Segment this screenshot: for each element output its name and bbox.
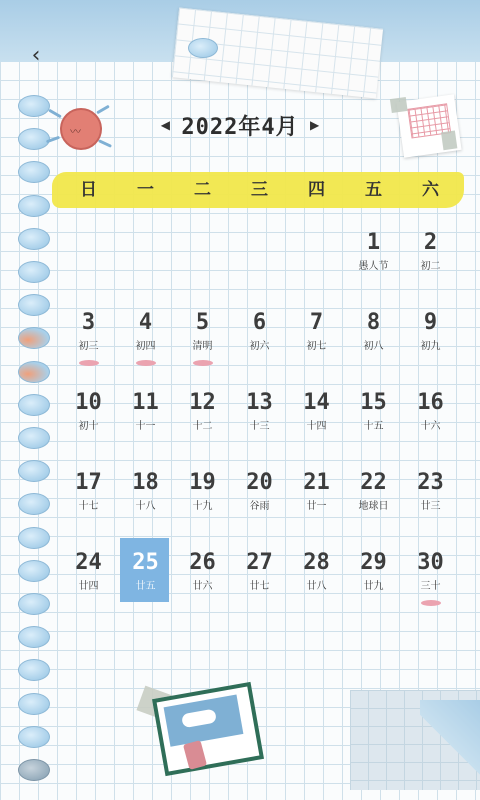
- lunar-label: 十三: [249, 421, 270, 432]
- spiral-ring: [18, 493, 50, 515]
- lunar-label: 初三: [78, 341, 99, 352]
- day-number: 20: [246, 470, 273, 495]
- lunar-label: [60, 260, 117, 274]
- month-header: [140, 110, 340, 140]
- day-cell[interactable]: [345, 548, 402, 628]
- event-mark: [193, 360, 213, 366]
- day-cell[interactable]: [60, 308, 117, 388]
- day-number: 13: [246, 390, 273, 415]
- lunar-label: [174, 260, 231, 274]
- lunar-label: 初十: [78, 421, 99, 432]
- day-number: 9: [423, 310, 438, 335]
- empty-day-cell: [174, 228, 231, 308]
- spiral-ring: [18, 427, 50, 449]
- spiral-ring: [18, 626, 50, 648]
- day-cell[interactable]: [288, 548, 345, 628]
- day-cell[interactable]: [117, 548, 174, 628]
- lunar-label: 愚人节: [358, 261, 389, 272]
- day-cell[interactable]: [231, 468, 288, 548]
- day-number: [231, 230, 288, 256]
- day-number: 14: [303, 390, 330, 415]
- day-cell[interactable]: [117, 388, 174, 468]
- event-mark: [421, 600, 441, 606]
- lunar-label: 十五: [363, 421, 384, 432]
- day-number: 7: [309, 310, 324, 335]
- day-cell[interactable]: [345, 388, 402, 468]
- lunar-label: 十八: [135, 501, 156, 512]
- event-mark: [79, 360, 99, 366]
- day-number: [60, 230, 117, 256]
- lunar-label: 初六: [249, 341, 270, 352]
- spiral-ring: [18, 527, 50, 549]
- day-number: 5: [195, 310, 210, 335]
- photo-sticker-icon: [152, 682, 264, 776]
- weekday-label: 三: [251, 180, 268, 200]
- lunar-label: 初四: [135, 341, 156, 352]
- spiral-ring: [18, 759, 50, 781]
- day-number: 28: [303, 550, 330, 575]
- day-cell[interactable]: [402, 388, 459, 468]
- weekday-label: 二: [194, 180, 211, 200]
- page-fold-decoration: [420, 700, 480, 790]
- spiral-ring: [18, 659, 50, 681]
- day-number: [174, 230, 231, 256]
- lunar-label: 初七: [306, 341, 327, 352]
- lunar-label: 廿三: [420, 501, 441, 512]
- spiral-ring: [18, 195, 50, 217]
- empty-day-cell: [288, 228, 345, 308]
- lunar-label: [288, 260, 345, 274]
- day-number: 15: [360, 390, 387, 415]
- back-button[interactable]: ‹: [31, 43, 41, 68]
- spiral-ring: [18, 228, 50, 250]
- event-mark: [136, 360, 156, 366]
- spiral-ring: [18, 261, 50, 283]
- weekday-row: [60, 176, 458, 204]
- day-number: [288, 230, 345, 256]
- day-cell[interactable]: [117, 308, 174, 388]
- day-number: 21: [303, 470, 330, 495]
- day-number: 22: [360, 470, 387, 495]
- day-cell[interactable]: [402, 548, 459, 628]
- day-number: 1: [366, 230, 381, 255]
- day-cell[interactable]: [231, 308, 288, 388]
- day-number: 26: [189, 550, 216, 575]
- lunar-label: 廿八: [306, 581, 327, 592]
- day-cell[interactable]: [345, 308, 402, 388]
- weekday-label: 一: [137, 180, 154, 200]
- weekday-label: 日: [80, 180, 97, 200]
- day-number: 24: [75, 550, 102, 575]
- lunar-label: 清明: [192, 341, 213, 352]
- lunar-label: [231, 260, 288, 274]
- day-number: 4: [138, 310, 153, 335]
- spiral-ring: [18, 693, 50, 715]
- top-hole-decoration: [188, 38, 218, 58]
- day-cell[interactable]: [402, 228, 459, 308]
- lunar-label: 初八: [363, 341, 384, 352]
- day-cell[interactable]: [231, 388, 288, 468]
- day-cell[interactable]: [60, 548, 117, 628]
- empty-day-cell: [117, 228, 174, 308]
- month-title: 2022年4月: [181, 114, 299, 140]
- day-number: 11: [132, 390, 159, 415]
- day-number: 2: [423, 230, 438, 255]
- spiral-ring: [18, 726, 50, 748]
- day-cell[interactable]: [174, 468, 231, 548]
- day-cell[interactable]: [345, 228, 402, 308]
- lunar-label: 十四: [306, 421, 327, 432]
- mustache-stamp-icon: 〰: [58, 106, 102, 150]
- spiral-ring: [18, 95, 50, 117]
- lunar-label: 廿七: [249, 581, 270, 592]
- spiral-ring: [18, 361, 50, 383]
- lunar-label: 谷雨: [249, 501, 270, 512]
- day-number: 16: [417, 390, 444, 415]
- day-number: 23: [417, 470, 444, 495]
- empty-day-cell: [231, 228, 288, 308]
- day-number: 25: [132, 550, 159, 575]
- lunar-label: 廿五: [135, 581, 156, 592]
- spiral-ring: [18, 394, 50, 416]
- day-cell[interactable]: [60, 468, 117, 548]
- spiral-ring: [18, 128, 50, 150]
- spiral-ring: [18, 593, 50, 615]
- spiral-ring: [18, 327, 50, 349]
- lunar-label: 十七: [78, 501, 99, 512]
- day-number: 17: [75, 470, 102, 495]
- day-number: 6: [252, 310, 267, 335]
- lunar-label: 十六: [420, 421, 441, 432]
- day-cell[interactable]: [60, 388, 117, 468]
- day-number: 18: [132, 470, 159, 495]
- day-number: [117, 230, 174, 256]
- prev-month-button[interactable]: ◀: [160, 118, 170, 132]
- day-cell[interactable]: [402, 468, 459, 548]
- spiral-ring: [18, 294, 50, 316]
- day-cell[interactable]: [402, 308, 459, 388]
- lunar-label: 廿一: [306, 501, 327, 512]
- lunar-label: 三十: [420, 581, 441, 592]
- day-number: 19: [189, 470, 216, 495]
- weekday-label: 四: [308, 180, 325, 200]
- lunar-label: 初二: [420, 261, 441, 272]
- day-grid: [60, 228, 459, 628]
- lunar-label: 初九: [420, 341, 441, 352]
- day-number: 30: [417, 550, 444, 575]
- lunar-label: 廿九: [363, 581, 384, 592]
- spiral-ring: [18, 560, 50, 582]
- lunar-label: 十九: [192, 501, 213, 512]
- lunar-label: 地球日: [358, 501, 389, 512]
- spiral-ring: [18, 460, 50, 482]
- weekday-label: 五: [365, 180, 382, 200]
- day-cell[interactable]: [174, 548, 231, 628]
- day-number: 27: [246, 550, 273, 575]
- day-cell[interactable]: [117, 468, 174, 548]
- spiral-ring: [18, 161, 50, 183]
- day-cell[interactable]: [345, 468, 402, 548]
- empty-day-cell: [60, 228, 117, 308]
- day-number: 12: [189, 390, 216, 415]
- day-cell[interactable]: [174, 388, 231, 468]
- lunar-label: [117, 260, 174, 274]
- weekday-label: 六: [422, 180, 439, 200]
- day-cell[interactable]: [174, 308, 231, 388]
- lunar-label: 十一: [135, 421, 156, 432]
- day-cell[interactable]: [288, 468, 345, 548]
- lunar-label: 廿六: [192, 581, 213, 592]
- lunar-label: 廿四: [78, 581, 99, 592]
- next-month-button[interactable]: ▶: [309, 118, 320, 132]
- memo-note-icon: [396, 94, 461, 158]
- day-cell[interactable]: [288, 308, 345, 388]
- day-number: 10: [75, 390, 102, 415]
- day-number: 3: [81, 310, 96, 335]
- day-cell[interactable]: [231, 548, 288, 628]
- day-number: 8: [366, 310, 381, 335]
- day-cell[interactable]: [288, 388, 345, 468]
- lunar-label: 十二: [192, 421, 213, 432]
- day-number: 29: [360, 550, 387, 575]
